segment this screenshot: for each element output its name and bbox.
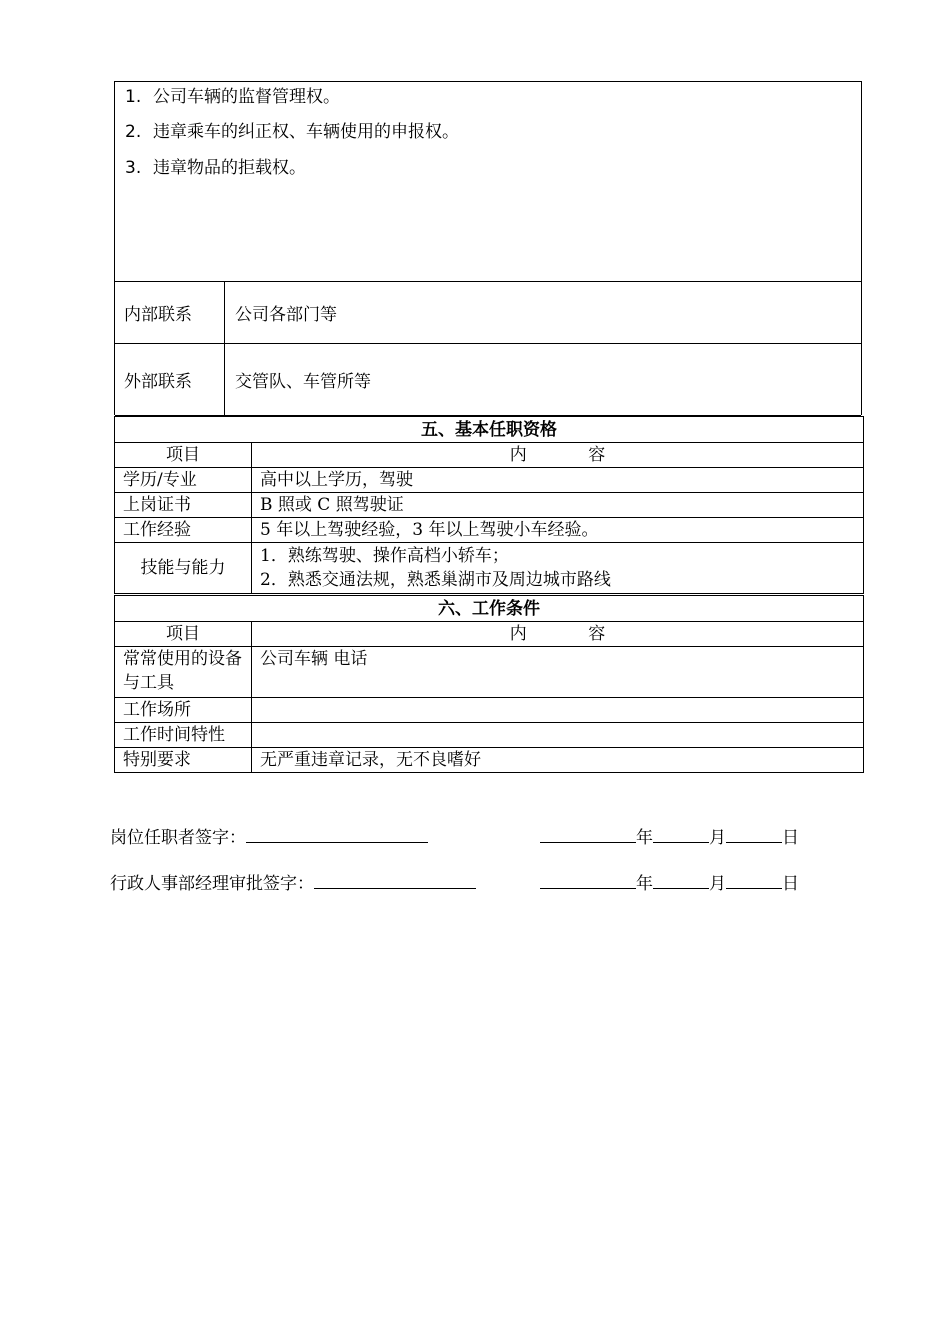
external-contact-value: 交管队、车管所等 (235, 372, 371, 392)
column-header-content: 内 容 (252, 443, 864, 468)
authority-item: 3. 违章物品的拒载权。 (125, 158, 306, 178)
section-title: 六、工作条件 (115, 596, 864, 622)
external-contact-label: 外部联系 (115, 344, 225, 415)
conditions-table (114, 595, 864, 773)
day-field[interactable] (726, 870, 782, 889)
authority-section (115, 82, 861, 282)
day-field[interactable] (726, 824, 782, 843)
column-header-item: 项目 (115, 622, 252, 647)
authority-item: 2. 违章乘车的纠正权、车辆使用的申报权。 (125, 122, 459, 142)
table-row: 工作场所 (115, 698, 864, 723)
table-row: 工作经验 5 年以上驾驶经验，3 年以上驾驶小车经验。 (115, 518, 864, 543)
section-title: 五、基本任职资格 (115, 417, 864, 443)
year-field[interactable] (540, 824, 636, 843)
authority-contacts-table (114, 81, 862, 415)
month-field[interactable] (653, 870, 709, 889)
table-row: 学历/专业 高中以上学历，驾驶 (115, 468, 864, 493)
internal-contact-row (115, 282, 861, 344)
approver-signature-field[interactable] (314, 870, 476, 889)
skills-row (115, 543, 864, 594)
holder-signature-line: 岗位任职者签字： (110, 824, 428, 850)
internal-contact-label: 内部联系 (115, 282, 225, 343)
qualifications-table (114, 416, 864, 594)
table-row: 上岗证书 B 照或 C 照驾驶证 (115, 493, 864, 518)
skills-value: 1．熟练驾驶、操作高档小轿车； 2．熟悉交通法规，熟悉巢湖市及周边城市路线 (252, 543, 864, 594)
holder-signature-field[interactable] (246, 824, 428, 843)
external-contact-row (115, 344, 861, 416)
column-header-item: 项目 (115, 443, 252, 468)
equipment-value: 公司车辆 电话 (252, 647, 864, 698)
skills-label: 技能与能力 (115, 543, 252, 594)
approver-date-line: 年 月 日 (540, 870, 799, 896)
equipment-label: 常常使用的设备与工具 (115, 647, 252, 698)
authority-item: 1. 公司车辆的监督管理权。 (125, 87, 340, 107)
table-row: 特别要求 无严重违章记录，无不良嗜好 (115, 748, 864, 773)
equipment-row (115, 647, 864, 698)
table-row: 工作时间特性 (115, 723, 864, 748)
month-field[interactable] (653, 824, 709, 843)
approver-signature-line: 行政人事部经理审批签字： (110, 870, 476, 896)
year-field[interactable] (540, 870, 636, 889)
holder-date-line: 年 月 日 (540, 824, 799, 850)
column-header-content: 内 容 (252, 622, 864, 647)
internal-contact-value: 公司各部门等 (235, 305, 337, 325)
